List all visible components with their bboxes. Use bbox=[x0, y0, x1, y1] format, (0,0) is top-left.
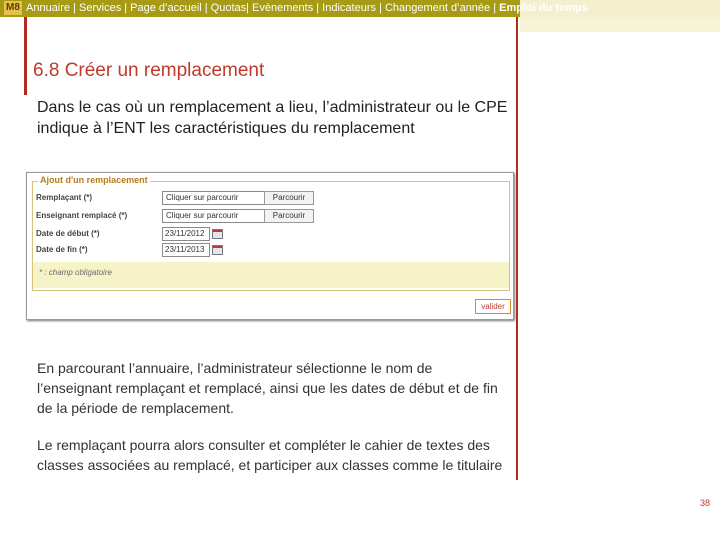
page-number: 38 bbox=[700, 498, 711, 508]
row-enseignant-remplace bbox=[36, 209, 506, 223]
calendar-icon[interactable] bbox=[212, 245, 223, 255]
remplace-label: Enseignant remplacé (*) bbox=[36, 211, 128, 220]
remplace-browse-button[interactable]: Parcourir bbox=[264, 209, 314, 223]
fieldset-legend: Ajout d'un remplacement bbox=[40, 175, 148, 185]
date-debut-input[interactable]: 23/11/2012 bbox=[162, 227, 210, 241]
remplacant-label: Remplaçant (*) bbox=[36, 193, 93, 202]
required-note: * : champ obligatoire bbox=[39, 268, 112, 277]
replacement-fieldset bbox=[32, 175, 510, 291]
nav-emploi-du-temps[interactable]: Emploi du temps bbox=[499, 2, 588, 14]
nav-menu bbox=[26, 2, 588, 15]
date-fin-input[interactable]: 23/11/2013 bbox=[162, 243, 210, 257]
row-date-fin bbox=[36, 243, 506, 257]
remplacant-browse-button[interactable]: Parcourir bbox=[264, 191, 314, 205]
right-accent-line bbox=[516, 17, 518, 480]
left-accent-line bbox=[24, 17, 27, 95]
calendar-icon[interactable] bbox=[212, 229, 223, 239]
nav-changement-annee[interactable]: Changement d’année | bbox=[384, 2, 497, 14]
form-screenshot-panel bbox=[26, 172, 514, 320]
paragraph-parcours: En parcourant l’annuaire, l’administrateur sélectionne le nom de l’enseignant remplaçant et remplacé, ainsi que les dates de début et de fin de la période de remplacement. bbox=[37, 360, 498, 416]
remplace-input[interactable]: Cliquer sur parcourir bbox=[162, 209, 265, 223]
required-note-box bbox=[33, 262, 509, 288]
m8-logo: M8 bbox=[6, 2, 20, 13]
remplacant-input[interactable]: Cliquer sur parcourir bbox=[162, 191, 265, 205]
right-decorative-band bbox=[520, 17, 720, 32]
intro-text: Dans le cas où un remplacement a lieu, l’administrateur ou le CPE indique à l’ENT les caractéristiques du remplacement bbox=[37, 99, 508, 137]
nav-services-group[interactable]: Services | Page d’accueil | Quotas| Evènements | Indicateurs | bbox=[79, 2, 382, 14]
nav-annuaire[interactable]: Annuaire | bbox=[26, 2, 76, 14]
valider-button[interactable]: valider bbox=[475, 299, 511, 314]
row-remplacant bbox=[36, 191, 506, 205]
paragraph-remplacant: Le remplaçant pourra alors consulter et compléter le cahier de textes des classes associées au remplacé, et participer aux classes comme le titulaire bbox=[37, 437, 503, 473]
date-fin-label: Date de fin (*) bbox=[36, 245, 88, 254]
section-heading: 6.8 Créer un remplacement bbox=[33, 60, 265, 81]
date-debut-label: Date de début (*) bbox=[36, 229, 100, 238]
top-navigation-bar bbox=[0, 0, 720, 17]
row-date-debut bbox=[36, 227, 506, 241]
